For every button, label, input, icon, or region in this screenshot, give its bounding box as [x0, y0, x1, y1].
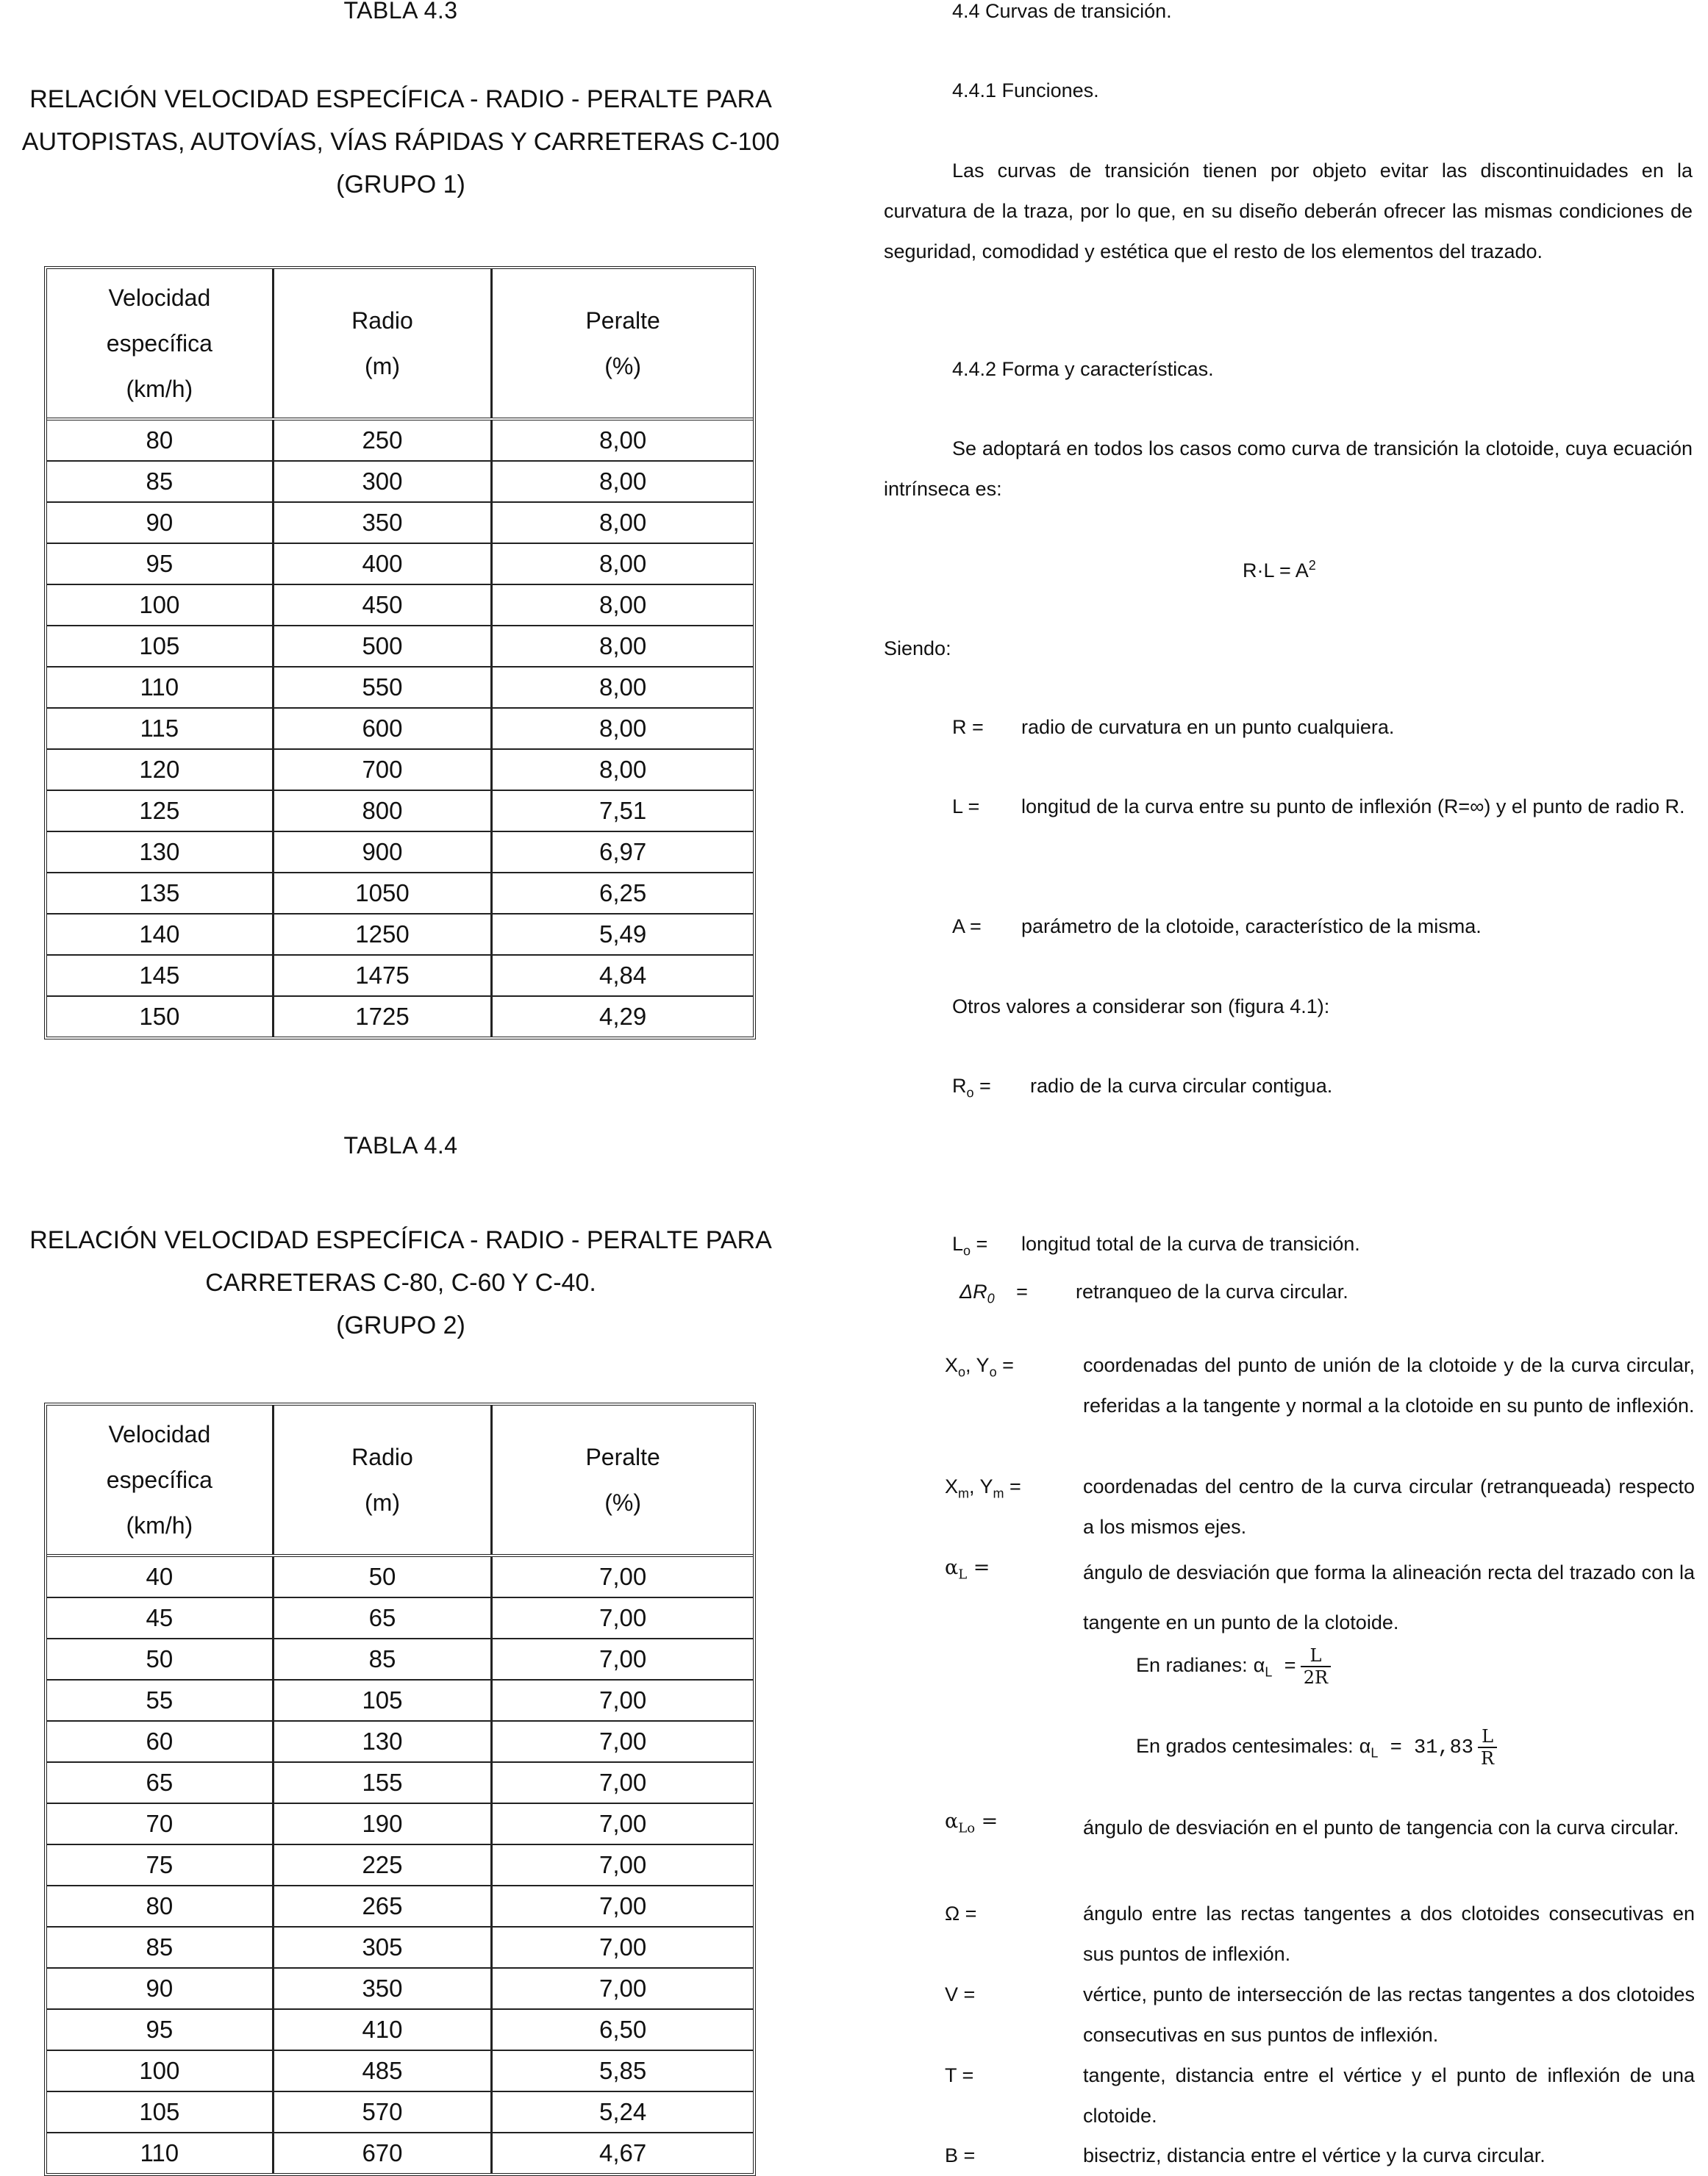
- cell-radio: 1725: [273, 996, 492, 1037]
- fraction-numerator: L: [1301, 1645, 1331, 1667]
- cell-velocidad: 135: [47, 873, 273, 914]
- cell-velocidad: 80: [47, 419, 273, 461]
- definition-description: vértice, punto de intersección de las rectas tangentes a dos clotoides consecutivas en sus puntos de inflexión.: [1083, 1983, 1695, 2046]
- siendo-label: Siendo:: [884, 637, 951, 659]
- table-row: [47, 1968, 753, 2009]
- header-line: específica: [106, 1467, 212, 1493]
- definition-description: tangente, distancia entre el vértice y el punto de inflexión de una clotoide.: [1083, 2064, 1695, 2127]
- cell-peralte: 6,25: [492, 873, 753, 914]
- table-row: [47, 1556, 753, 1597]
- cell-peralte: 5,85: [492, 2050, 753, 2091]
- cell-radio: 550: [273, 667, 492, 708]
- table-row: [47, 749, 753, 790]
- table-row: [47, 955, 753, 996]
- table-row: [47, 1639, 753, 1680]
- table-row: [47, 1721, 753, 1762]
- cell-peralte: 7,00: [492, 1762, 753, 1803]
- paragraph-forma: Se adoptará en todos los casos como curva de transición la clotoide, cuya ecuación intrínseca es:: [884, 437, 1693, 500]
- header-line: específica: [106, 330, 212, 357]
- table-row: [47, 2009, 753, 2050]
- term-subscript: Lo: [958, 1820, 976, 1836]
- header-line: Radio: [351, 1444, 413, 1470]
- formula-fraction: [1478, 1726, 1497, 1769]
- definition-term: R =: [952, 716, 984, 738]
- cell-velocidad: 105: [47, 2091, 273, 2133]
- table-row: [47, 1803, 753, 1844]
- table-4-4: [44, 1403, 756, 2176]
- header-velocidad: [47, 1406, 273, 1556]
- table-row: [47, 626, 753, 667]
- cell-velocidad: 85: [47, 1927, 273, 1968]
- cell-peralte: 8,00: [492, 626, 753, 667]
- definition-description: ángulo de desviación en el punto de tangencia con la curva circular.: [1083, 1817, 1679, 1839]
- subsection-funciones: 4.4.1 Funciones.: [952, 79, 1099, 101]
- formula-subscript: L: [1265, 1664, 1273, 1680]
- cell-velocidad: 65: [47, 1762, 273, 1803]
- cell-peralte: 6,97: [492, 831, 753, 873]
- cell-peralte: 8,00: [492, 667, 753, 708]
- term-symbol: α: [945, 1810, 959, 1833]
- cell-radio: 225: [273, 1844, 492, 1886]
- cell-peralte: 8,00: [492, 749, 753, 790]
- definition-term: [945, 1801, 998, 1848]
- cell-velocidad: 100: [47, 2050, 273, 2091]
- cell-peralte: 7,00: [492, 1680, 753, 1721]
- fraction-denominator: 2R: [1303, 1667, 1329, 1688]
- cell-velocidad: 40: [47, 1556, 273, 1597]
- cell-radio: 670: [273, 2133, 492, 2173]
- definition-description: bisectriz, distancia entre el vértice y la curva circular.: [1083, 2144, 1546, 2166]
- cell-peralte: 8,00: [492, 543, 753, 584]
- formula-symbol: α: [1359, 1737, 1371, 1759]
- table-4-4-label: TABLA 4.4: [343, 1132, 458, 1159]
- header-radio: [273, 269, 492, 419]
- term-symbol: , Y: [969, 1475, 993, 1497]
- term-symbol: R: [952, 1075, 967, 1097]
- cell-velocidad: 130: [47, 831, 273, 873]
- cell-radio: 350: [273, 502, 492, 543]
- paragraph-funciones: Las curvas de transición tienen por objeto evitar las discontinuidades en la curvatura de la traza, por lo que, en su diseño deberán ofrecer las mismas condiciones de seguridad, comodidad y estética que el resto de los elementos del trazado.: [884, 160, 1693, 262]
- definition-term: Ω =: [945, 1903, 977, 1925]
- cell-velocidad: 90: [47, 502, 273, 543]
- cell-velocidad: 150: [47, 996, 273, 1037]
- term-subscript: 0: [987, 1291, 995, 1306]
- cell-radio: 500: [273, 626, 492, 667]
- cell-velocidad: 100: [47, 584, 273, 626]
- cell-velocidad: 60: [47, 1721, 273, 1762]
- definition-term: V =: [945, 1983, 976, 2005]
- cell-velocidad: 110: [47, 2133, 273, 2173]
- heading-line: RELACIÓN VELOCIDAD ESPECÍFICA - RADIO - PERALTE PARA: [29, 85, 772, 113]
- cell-radio: 190: [273, 1803, 492, 1844]
- header-line: (km/h): [126, 1512, 193, 1539]
- table-row: [47, 1597, 753, 1639]
- header-radio: [273, 1406, 492, 1556]
- definition-description: radio de curvatura en un punto cualquiera.: [1021, 716, 1395, 738]
- cell-velocidad: 50: [47, 1639, 273, 1680]
- cell-radio: 1475: [273, 955, 492, 996]
- subsection-forma: 4.4.2 Forma y características.: [952, 358, 1214, 380]
- cell-velocidad: 70: [47, 1803, 273, 1844]
- otros-valores: Otros valores a considerar son (figura 4.1):: [952, 995, 1330, 1017]
- header-line: Velocidad: [108, 284, 211, 311]
- cell-peralte: 7,00: [492, 1639, 753, 1680]
- fraction-numerator: L: [1478, 1726, 1497, 1748]
- cell-radio: 50: [273, 1556, 492, 1597]
- cell-peralte: 7,00: [492, 1803, 753, 1844]
- cell-peralte: 5,24: [492, 2091, 753, 2133]
- definition-description: longitud de la curva entre su punto de inflexión (R=∞) y el punto de radio R.: [1021, 795, 1685, 817]
- table-row: [47, 1844, 753, 1886]
- table-4-4-grid: [47, 1406, 753, 2173]
- definition-term: L =: [952, 795, 980, 817]
- term-equals: =: [1004, 1475, 1021, 1497]
- cell-radio: 155: [273, 1762, 492, 1803]
- header-peralte: [492, 269, 753, 419]
- cell-velocidad: 125: [47, 790, 273, 831]
- definition-description: coordenadas del centro de la curva circular (retranqueada) respecto a los mismos ejes.: [1083, 1475, 1695, 1538]
- cell-radio: 600: [273, 708, 492, 749]
- definition-description: longitud total de la curva de transición.: [1021, 1233, 1360, 1255]
- cell-velocidad: 115: [47, 708, 273, 749]
- table-4-4-heading: [0, 1219, 801, 1347]
- header-line: Peralte: [585, 1444, 660, 1470]
- cell-radio: 250: [273, 419, 492, 461]
- cell-peralte: 7,00: [492, 1844, 753, 1886]
- table-row: [47, 584, 753, 626]
- definition-description: ángulo entre las rectas tangentes a dos clotoides consecutivas en sus puntos de inflexión.: [1083, 1903, 1695, 1965]
- cell-velocidad: 90: [47, 1968, 273, 2009]
- cell-radio: 305: [273, 1927, 492, 1968]
- definition-description: coordenadas del punto de unión de la clotoide y de la curva circular, referidas a la tangente y normal a la clotoide en su punto de inflexión.: [1083, 1354, 1695, 1417]
- table-4-3: [44, 266, 756, 1039]
- cell-radio: 900: [273, 831, 492, 873]
- term-equals: =: [973, 1075, 991, 1097]
- table-row: [47, 543, 753, 584]
- cell-peralte: 7,00: [492, 1927, 753, 1968]
- table-row: [47, 2133, 753, 2173]
- definition-description: radio de la curva circular contigua.: [1030, 1075, 1333, 1097]
- table-row: [47, 2091, 753, 2133]
- term-subscript: m: [958, 1486, 970, 1501]
- cell-peralte: 7,51: [492, 790, 753, 831]
- table-row: [47, 1927, 753, 1968]
- term-symbol: L: [952, 1233, 964, 1255]
- term-equals: =: [996, 1354, 1014, 1376]
- definition-term: [952, 1066, 991, 1113]
- cell-peralte: 7,00: [492, 1968, 753, 2009]
- header-line: (km/h): [126, 376, 193, 402]
- cell-radio: 1050: [273, 873, 492, 914]
- header-line: (%): [604, 353, 642, 379]
- header-line: Radio: [351, 307, 413, 334]
- cell-radio: 350: [273, 1968, 492, 2009]
- cell-velocidad: 95: [47, 2009, 273, 2050]
- definition-term: [945, 1345, 1014, 1392]
- cell-velocidad: 105: [47, 626, 273, 667]
- cell-velocidad: 80: [47, 1886, 273, 1927]
- term-symbol: X: [945, 1475, 959, 1497]
- cell-velocidad: 145: [47, 955, 273, 996]
- formula-equals: =: [1272, 1656, 1296, 1678]
- table-row: [47, 419, 753, 461]
- formula-equals: = 31,83: [1378, 1737, 1474, 1759]
- cell-radio: 265: [273, 1886, 492, 1927]
- cell-peralte: 7,00: [492, 1886, 753, 1927]
- table-row: [47, 1762, 753, 1803]
- cell-peralte: 8,00: [492, 502, 753, 543]
- table-4-3-heading: [0, 78, 801, 206]
- cell-peralte: 8,00: [492, 461, 753, 502]
- table-row: [47, 667, 753, 708]
- cell-radio: 105: [273, 1680, 492, 1721]
- formula-label: En grados centesimales:: [1136, 1735, 1359, 1757]
- formula-label: En radianes:: [1136, 1654, 1254, 1676]
- heading-line: AUTOPISTAS, AUTOVÍAS, VÍAS RÁPIDAS Y CARRETERAS C-100: [21, 128, 780, 156]
- equation-clotoide: [1243, 545, 1316, 591]
- fraction-denominator: R: [1481, 1747, 1495, 1769]
- cell-radio: 485: [273, 2050, 492, 2091]
- table-row: [47, 873, 753, 914]
- definition-description: ángulo de desviación que forma la alineación recta del trazado con la tangente en un punto de la clotoide.: [1083, 1561, 1695, 1633]
- cell-radio: 400: [273, 543, 492, 584]
- header-line: (m): [365, 353, 400, 379]
- cell-peralte: 4,67: [492, 2133, 753, 2173]
- table-row: [47, 708, 753, 749]
- table-row: [47, 502, 753, 543]
- cell-peralte: 8,00: [599, 426, 647, 454]
- cell-radio: 570: [273, 2091, 492, 2133]
- equation-text: R·L = A: [1243, 559, 1309, 581]
- header-velocidad: [47, 269, 273, 419]
- cell-peralte: 8,00: [492, 584, 753, 626]
- term-equals: =: [971, 1233, 988, 1255]
- table-row: [47, 914, 753, 955]
- table-row: [47, 1886, 753, 1927]
- term-symbol: α: [945, 1556, 959, 1579]
- term-equals: =: [1010, 1281, 1028, 1303]
- table-row: [47, 996, 753, 1037]
- equation-exponent: 2: [1308, 558, 1316, 573]
- term-symbol: ΔR: [960, 1281, 987, 1303]
- cell-radio: 800: [273, 790, 492, 831]
- heading-line: RELACIÓN VELOCIDAD ESPECÍFICA - RADIO - PERALTE PARA: [29, 1226, 772, 1254]
- cell-velocidad: 140: [47, 914, 273, 955]
- header-line: Velocidad: [108, 1421, 211, 1447]
- formula-centesimales: [1136, 1724, 1651, 1775]
- cell-peralte: 7,00: [492, 1597, 753, 1639]
- header-line: Peralte: [585, 307, 660, 334]
- heading-line: CARRETERAS C-80, C-60 Y C-40.: [205, 1269, 596, 1297]
- header-line: (%): [604, 1489, 642, 1516]
- term-subscript: o: [958, 1364, 966, 1380]
- cell-radio: 85: [273, 1639, 492, 1680]
- table-row: [47, 2050, 753, 2091]
- cell-radio: 1250: [273, 914, 492, 955]
- cell-peralte: 7,00: [599, 1563, 647, 1590]
- cell-peralte: 5,49: [492, 914, 753, 955]
- cell-peralte: 4,29: [492, 996, 753, 1037]
- definition-term: [945, 1467, 1021, 1514]
- header-line: (m): [365, 1489, 400, 1516]
- cell-peralte: 8,00: [492, 708, 753, 749]
- cell-radio: 65: [273, 1597, 492, 1639]
- cell-peralte: 7,00: [492, 1721, 753, 1762]
- term-symbol: , Y: [965, 1354, 990, 1376]
- term-symbol: X: [945, 1354, 959, 1376]
- cell-velocidad: 45: [47, 1597, 273, 1639]
- definition-term: [960, 1272, 1028, 1319]
- cell-velocidad: 110: [47, 667, 273, 708]
- cell-radio: 700: [273, 749, 492, 790]
- cell-peralte: 6,50: [492, 2009, 753, 2050]
- definition-term: T =: [945, 2064, 974, 2086]
- cell-radio: 130: [273, 1721, 492, 1762]
- term-subscript: o: [966, 1085, 974, 1100]
- section-title: 4.4 Curvas de transición.: [952, 0, 1172, 22]
- term-equals: =: [967, 1556, 990, 1579]
- cell-peralte: 4,84: [492, 955, 753, 996]
- cell-velocidad: 75: [47, 1844, 273, 1886]
- cell-velocidad: 120: [47, 749, 273, 790]
- cell-velocidad: 95: [47, 543, 273, 584]
- table-row: [47, 790, 753, 831]
- table-4-3-grid: [47, 269, 753, 1037]
- cell-velocidad: 55: [47, 1680, 273, 1721]
- definition-description: retranqueo de la curva circular.: [1076, 1281, 1348, 1303]
- cell-velocidad: 85: [47, 461, 273, 502]
- definition-term: [952, 1224, 987, 1271]
- table-row: [47, 1680, 753, 1721]
- cell-radio: 300: [273, 461, 492, 502]
- formula-radianes: [1136, 1643, 1577, 1694]
- definition-term: A =: [952, 915, 982, 937]
- table-row: [47, 461, 753, 502]
- definition-term: [945, 1547, 990, 1595]
- table-row: [47, 831, 753, 873]
- cell-radio: 450: [273, 584, 492, 626]
- term-subscript: o: [963, 1243, 971, 1259]
- heading-line: (GRUPO 1): [336, 171, 465, 198]
- term-subscript: o: [989, 1364, 997, 1380]
- term-subscript: m: [993, 1486, 1004, 1501]
- heading-line: (GRUPO 2): [336, 1311, 465, 1339]
- formula-subscript: L: [1371, 1745, 1379, 1761]
- definition-term: B =: [945, 2144, 976, 2166]
- table-4-3-label: TABLA 4.3: [343, 0, 458, 24]
- term-equals: =: [975, 1810, 998, 1833]
- definition-description: parámetro de la clotoide, característico de la misma.: [1021, 915, 1482, 937]
- cell-radio: 410: [273, 2009, 492, 2050]
- header-peralte: [492, 1406, 753, 1556]
- term-subscript: L: [958, 1567, 968, 1583]
- formula-symbol: α: [1253, 1656, 1265, 1678]
- formula-fraction: [1301, 1645, 1331, 1688]
